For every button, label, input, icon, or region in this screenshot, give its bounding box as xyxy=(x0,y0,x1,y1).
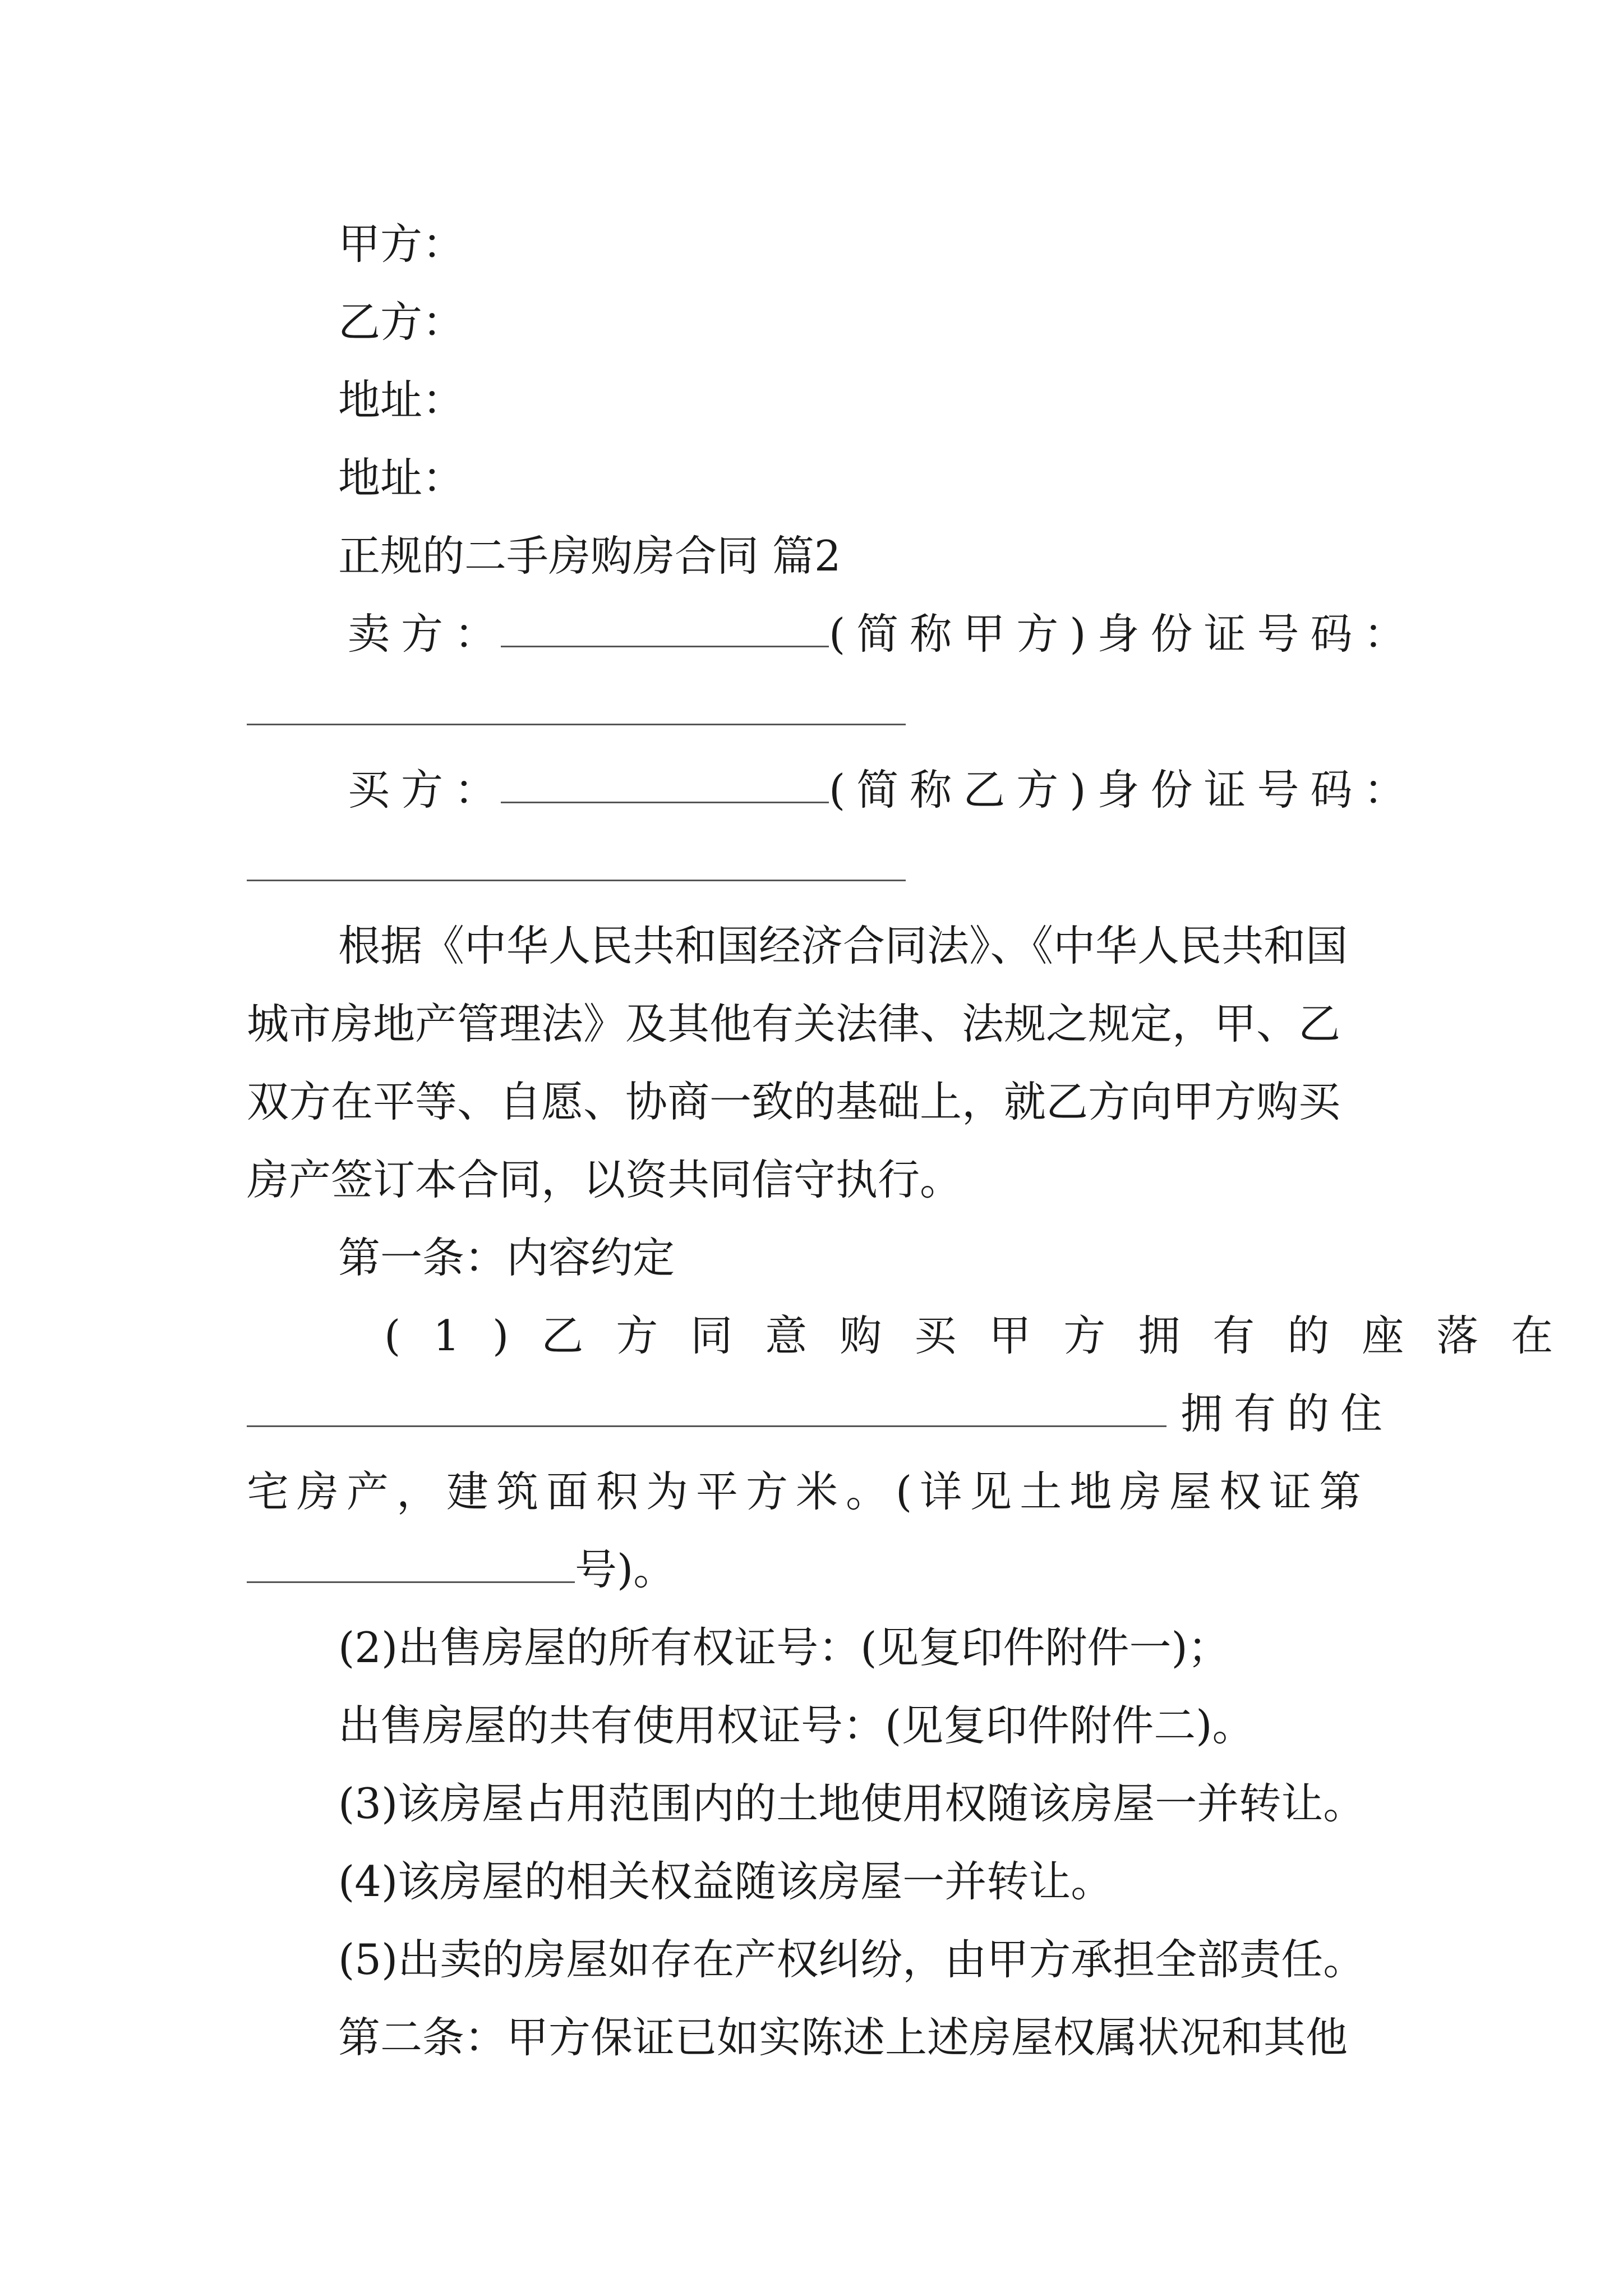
buyer-name-blank xyxy=(501,802,829,803)
buyer-id-blank xyxy=(247,880,906,881)
seller-id-blank xyxy=(247,724,906,725)
article-2-title: 第二条：甲方保证已如实陈述上述房屋权属状况和其他 xyxy=(338,2013,1348,2062)
location-blank xyxy=(247,1425,1166,1427)
intro-line-1: 根据《中华人民共和国经济合同法》、《中华人民共和国 xyxy=(338,921,1348,970)
intro-line-4: 房产签订本合同，以资共同信守执行。 xyxy=(247,1155,962,1204)
intro-line-3: 双方在平等、自愿、协商一致的基础上，就乙方向甲方购买 xyxy=(247,1077,1341,1126)
seller-label: 卖方： xyxy=(348,609,508,659)
clause-4: (4)该房屋的相关权益随该房屋一并转让。 xyxy=(338,1857,1113,1906)
clause-5: (5)出卖的房屋如存在产权纠纷，由甲方承担全部责任。 xyxy=(338,1935,1366,1984)
party-b-label: 乙方： xyxy=(338,297,465,347)
contract-title: 正规的二手房购房合同 篇2 xyxy=(338,531,841,581)
clause-1-line-1: (1)乙方同意购买甲方拥有的座落在 xyxy=(384,1311,1586,1360)
seller-id-label: (简称甲方)身份证号码： xyxy=(829,609,1417,659)
buyer-id-label: (简称乙方)身份证号码： xyxy=(829,765,1417,815)
clause-2: (2)出售房屋的所有权证号：(见复印件附件一)； xyxy=(338,1623,1230,1672)
address-label-2: 地址： xyxy=(338,453,465,503)
certificate-number-blank xyxy=(247,1581,575,1583)
article-1-title: 第一条：内容约定 xyxy=(338,1233,675,1282)
clause-2b: 出售房屋的共有使用权证号：(见复印件附件二)。 xyxy=(338,1701,1255,1750)
clause-1-line-3: 宅房产，建筑面积为平方米。(详见土地房屋权证第 xyxy=(247,1467,1370,1516)
seller-name-blank xyxy=(501,646,829,647)
clause-1-line-2-tail: 拥有的住 xyxy=(1181,1389,1394,1438)
clause-1-line-4-tail: 号)。 xyxy=(575,1545,676,1594)
intro-line-2: 城市房地产管理法》及其他有关法律、法规之规定，甲、乙 xyxy=(247,999,1341,1048)
address-label-1: 地址： xyxy=(338,375,465,425)
buyer-label: 买方： xyxy=(348,765,508,815)
clause-3: (3)该房屋占用范围内的土地使用权随该房屋一并转让。 xyxy=(338,1779,1366,1828)
party-a-label: 甲方： xyxy=(338,219,465,269)
